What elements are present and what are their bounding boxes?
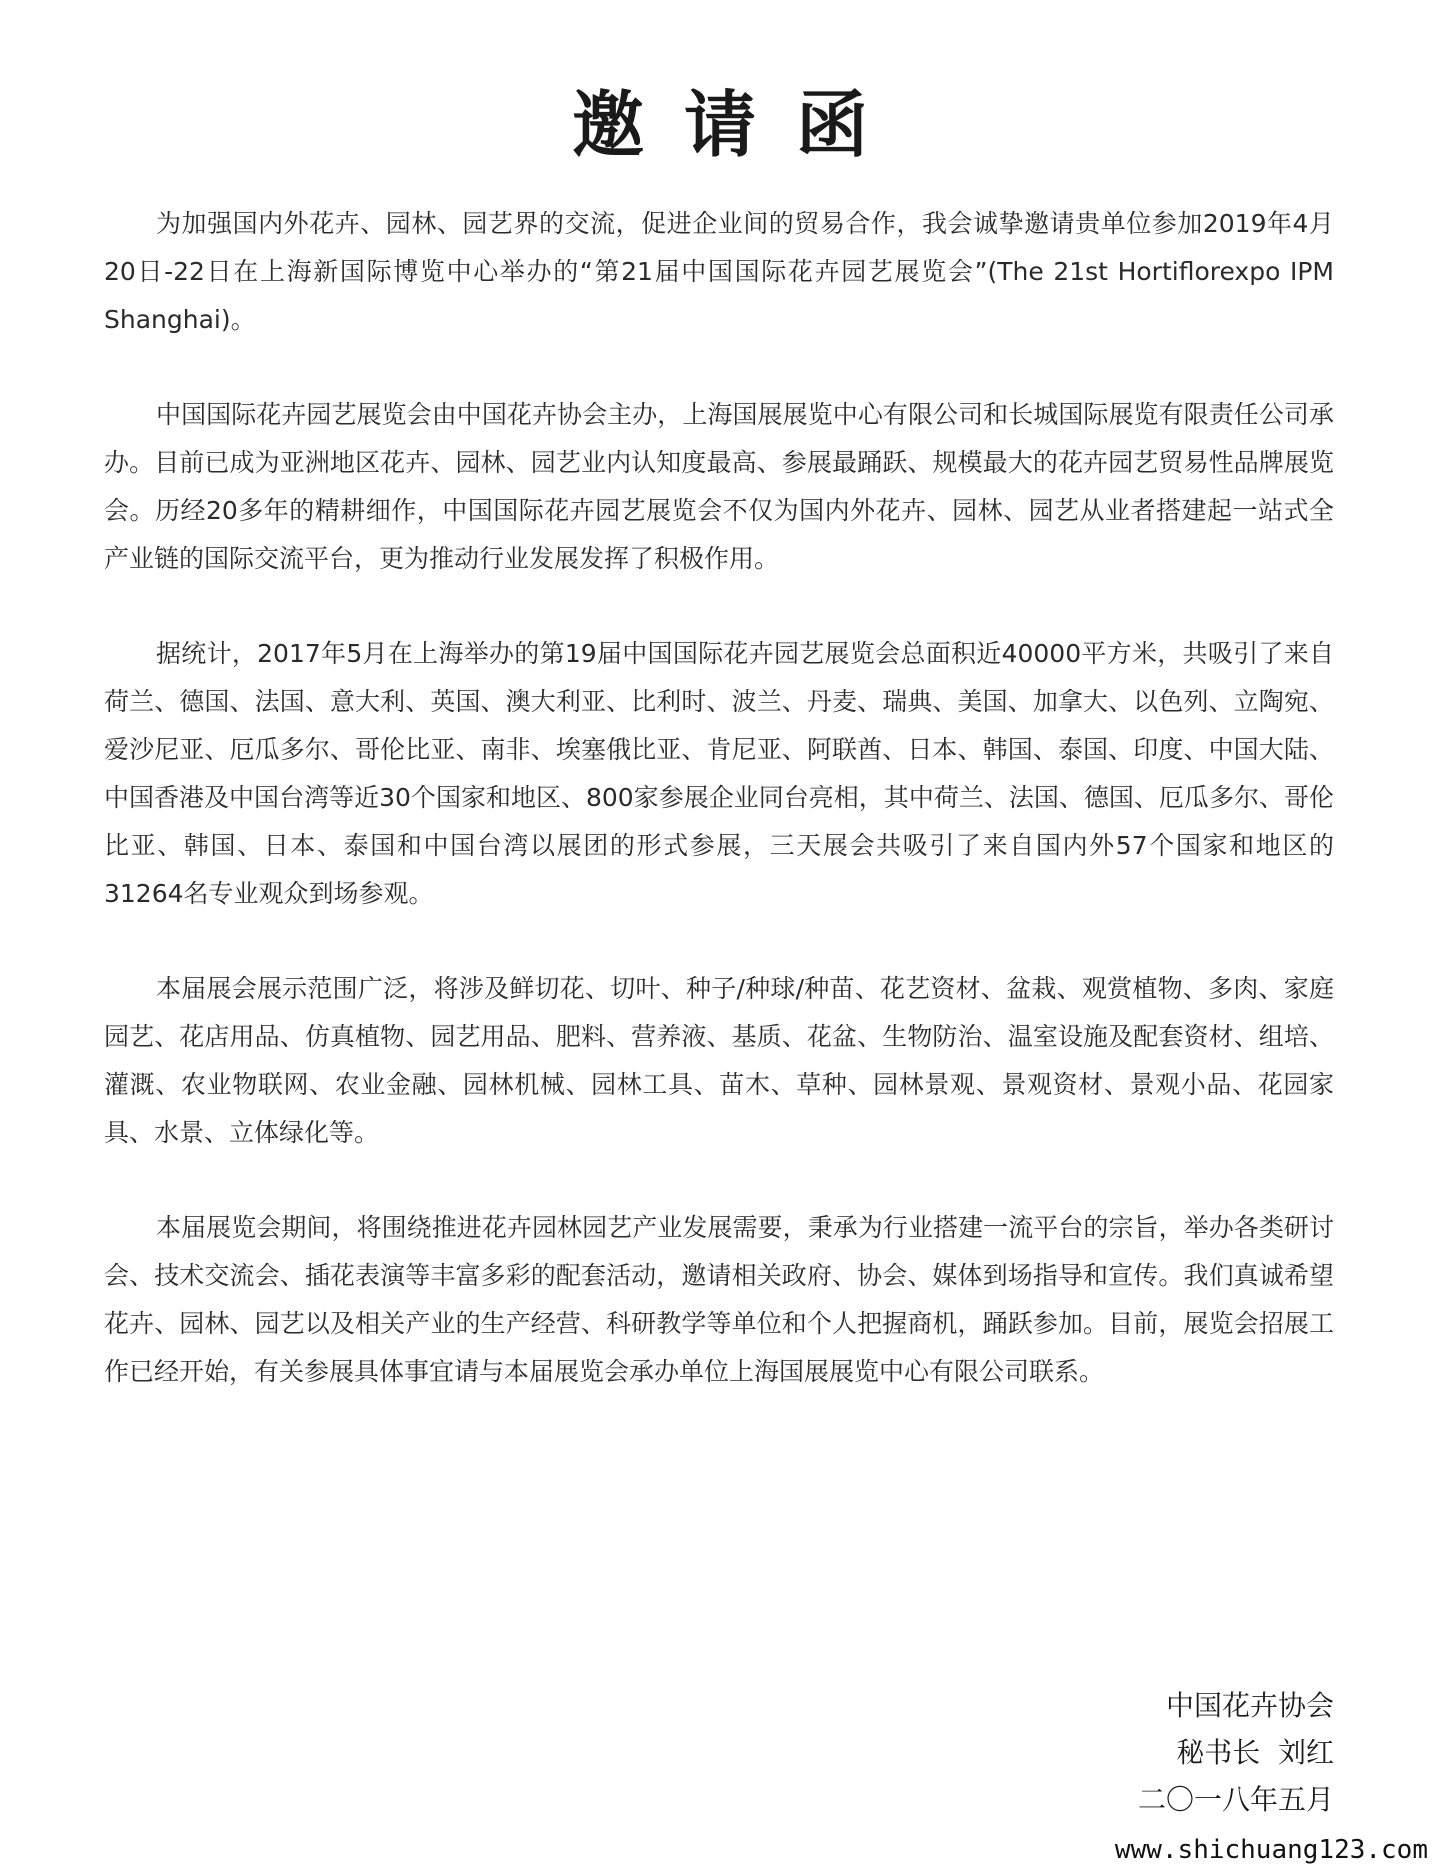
signature-signer: 秘书长 刘红	[1176, 1736, 1334, 1769]
signature-date: 二〇一八年五月	[1137, 1783, 1334, 1816]
document-title: 邀请函	[571, 83, 908, 167]
paragraph-intro: 为加强国内外花卉、园林、园艺界的交流，促进企业间的贸易合作，我会诚挚邀请贵单位参加2019年4月20日-22日在上海新国际博览中心举办的“第21届中国国际花卉园艺展览会”(The 21st Hortiflorexpo IPM Shanghai)。	[104, 209, 1334, 334]
signature-block	[1138, 1682, 1334, 1823]
signature-organization: 中国花卉协会	[1165, 1689, 1334, 1722]
watermark-url: www.shichuang123.com	[1111, 1834, 1432, 1866]
paragraph-scope: 本届展会展示范围广泛，将涉及鲜切花、切叶、种子/种球/种苗、花艺资材、盆栽、观赏植物、多肉、家庭园艺、花店用品、仿真植物、园艺用品、肥料、营养液、基质、花盆、生物防治、温室设施及配套资材、组培、灌溉、农业物联网、农业金融、园林机械、园林工具、苗木、草种、园林景观、景观资材、景观小品、花园家具、水景、立体绿化等。	[104, 974, 1334, 1147]
paragraph-activities: 本届展览会期间，将围绕推进花卉园林园艺产业发展需要，秉承为行业搭建一流平台的宗旨，举办各类研讨会、技术交流会、插花表演等丰富多彩的配套活动，邀请相关政府、协会、媒体到场指导和宣传。我们真诚希望花卉、园林、园艺以及相关产业的生产经营、科研教学等单位和个人把握商机，踊跃参加。目前，展览会招展工作已经开始，有关参展具体事宜请与本届展览会承办单位上海国展展览中心有限公司联系。	[104, 1213, 1334, 1386]
paragraph-statistics: 据统计，2017年5月在上海举办的第19届中国国际花卉园艺展览会总面积近40000平方米，共吸引了来自荷兰、德国、法国、意大利、英国、澳大利亚、比利时、波兰、丹麦、瑞典、美国、加拿大、以色列、立陶宛、爱沙尼亚、厄瓜多尔、哥伦比亚、南非、埃塞俄比亚、肯尼亚、阿联酋、日本、韩国、泰国、印度、中国大陆、中国香港及中国台湾等近30个国家和地区、800家参展企业同台亮相，其中荷兰、法国、德国、厄瓜多尔、哥伦比亚、韩国、日本、泰国和中国台湾以展团的形式参展，三天展会共吸引了来自国内外57个国家和地区的31264名专业观众到场参观。	[104, 639, 1334, 908]
document-body	[104, 200, 1334, 1443]
paragraph-organizers: 中国国际花卉园艺展览会由中国花卉协会主办，上海国展展览中心有限公司和长城国际展览有限责任公司承办。目前已成为亚洲地区花卉、园林、园艺业内认知度最高、参展最踊跃、规模最大的花卉园艺贸易性品牌展览会。历经20多年的精耕细作，中国国际花卉园艺展览会不仅为国内外花卉、园林、园艺从业者搭建起一站式全产业链的国际交流平台，更为推动行业发展发挥了积极作用。	[104, 400, 1334, 573]
